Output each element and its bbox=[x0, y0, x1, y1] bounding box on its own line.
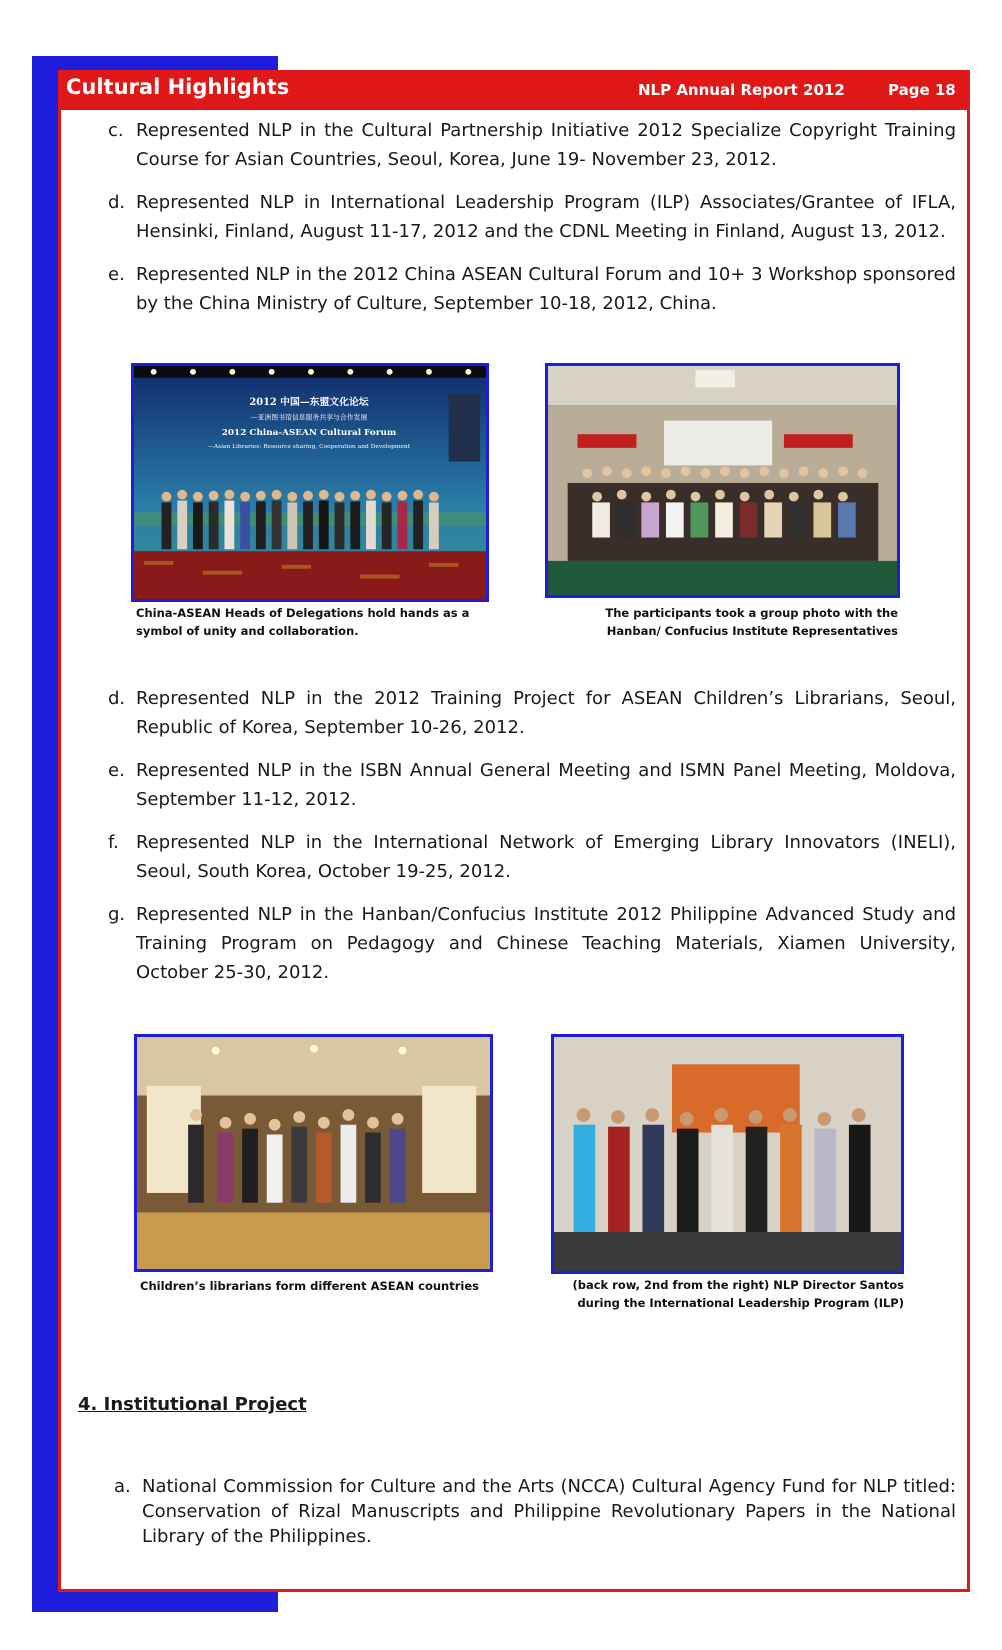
photo-childrens-librarians bbox=[134, 1034, 493, 1272]
list-item-text: Represented NLP in the 2012 China ASEAN Cultural Forum and 10+ 3 Workshop sponsored by the China Ministry of Culture, September 10-18, 2012, China. bbox=[136, 264, 956, 314]
list-marker: g. bbox=[108, 904, 126, 925]
list-item bbox=[114, 1474, 956, 1549]
photo-ilp-director-image bbox=[554, 1037, 901, 1271]
page-number: Page 18 bbox=[888, 81, 956, 99]
list-item-text: Represented NLP in the ISBN Annual General Meeting and ISMN Panel Meeting, Moldova, September 11-12, 2012. bbox=[136, 760, 956, 810]
banner-line-3: 2012 China-ASEAN Cultural Forum bbox=[221, 428, 397, 439]
list-item bbox=[108, 900, 956, 987]
list-marker: a. bbox=[114, 1476, 131, 1497]
photo-caption: (back row, 2nd from the right) NLP Director Santos during the International Leadership Program (ILP) bbox=[572, 1278, 904, 1310]
list-item-text: Represented NLP in the International Network of Emerging Library Innovators (INELI), Seoul, South Korea, October 19-25, 2012. bbox=[136, 832, 956, 882]
list-marker: e. bbox=[108, 264, 125, 285]
list-item bbox=[108, 188, 956, 246]
list-item-text: Represented NLP in the 2012 Training Project for ASEAN Children’s Librarians, Seoul, Republic of Korea, September 10-26, 2012. bbox=[136, 688, 956, 738]
photo-hanban-group bbox=[545, 363, 900, 598]
page-header bbox=[58, 70, 970, 110]
list-item-text: National Commission for Culture and the Arts (NCCA) Cultural Agency Fund for NLP titled: Conservation of Rizal Manuscripts and Philippine Revolutionary Papers in the National Library of the Philippines. bbox=[142, 1476, 956, 1547]
report-title: NLP Annual Report 2012 bbox=[638, 81, 845, 99]
decor-blue-bar-bottom bbox=[32, 1590, 278, 1612]
list-item bbox=[108, 828, 956, 886]
list-marker: d. bbox=[108, 688, 126, 709]
banner-line-2: —亚洲图书馆信息服务共享与合作发展 bbox=[250, 413, 368, 422]
list-item bbox=[108, 260, 956, 318]
list-item-text: Represented NLP in the Cultural Partnership Initiative 2012 Specialize Copyright Training Course for Asian Countries, Seoul, Korea, June 19- November 23, 2012. bbox=[136, 120, 956, 170]
photo-ilp-director bbox=[551, 1034, 904, 1274]
photo-hanban-group-image bbox=[548, 366, 897, 595]
list-marker: f. bbox=[108, 832, 119, 853]
photo-caption: The participants took a group photo with the Hanban/ Confucius Institute Representatives bbox=[605, 606, 898, 638]
list-item-text: Represented NLP in International Leadership Program (ILP) Associates/Grantee of IFLA, Hensinki, Finland, August 11-17, 2012 and the CDNL Meeting in Finland, August 13, 2012. bbox=[136, 192, 956, 242]
list-item bbox=[108, 116, 956, 174]
photo-caption: Children’s librarians form different ASEAN countries bbox=[140, 1279, 479, 1293]
photo-forum-delegates bbox=[131, 363, 489, 602]
section-title: Cultural Highlights bbox=[66, 75, 290, 99]
list-item bbox=[108, 756, 956, 814]
photo-childrens-librarians-image bbox=[137, 1037, 490, 1269]
photo-forum-delegates-image bbox=[134, 366, 486, 599]
section-heading: 4. Institutional Project bbox=[78, 1394, 307, 1415]
banner-line-4: —Asian Libraries: Resource sharing, Cooperation and Development bbox=[207, 443, 411, 450]
banner-line-1: 2012 中国—东盟文化论坛 bbox=[249, 397, 369, 408]
decor-blue-bar-left bbox=[32, 56, 60, 1612]
list-marker: d. bbox=[108, 192, 126, 213]
photo-caption: China-ASEAN Heads of Delegations hold hands as a symbol of unity and collaboration. bbox=[136, 606, 470, 638]
list-marker: c. bbox=[108, 120, 124, 141]
list-item bbox=[108, 684, 956, 742]
list-item-text: Represented NLP in the Hanban/Confucius Institute 2012 Philippine Advanced Study and Training Program on Pedagogy and Chinese Teaching Materials, Xiamen University, October 25-30, 2012. bbox=[136, 904, 956, 983]
list-marker: e. bbox=[108, 760, 125, 781]
